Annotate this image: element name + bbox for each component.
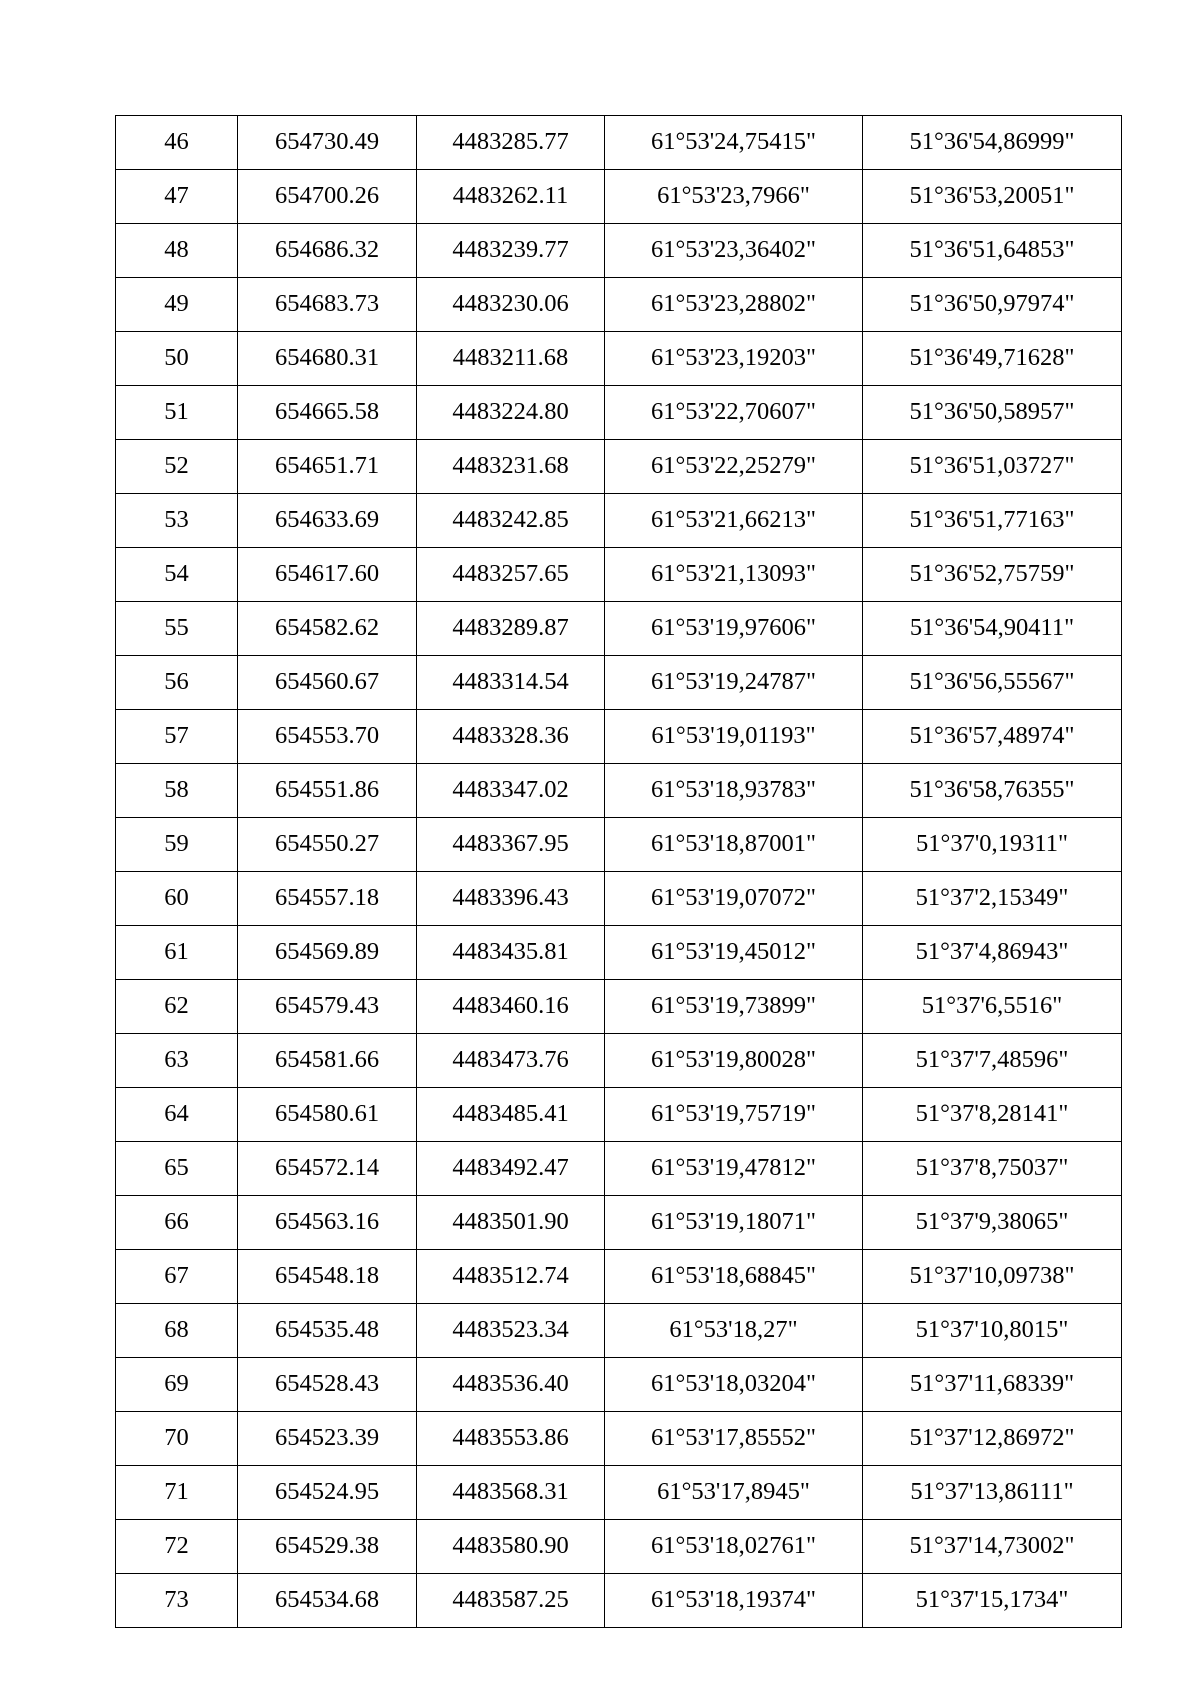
longitude-cell: 61°53'19,01193" — [605, 710, 863, 764]
longitude-cell: 61°53'18,93783" — [605, 764, 863, 818]
table-row — [116, 494, 1122, 548]
x-coordinate-cell: 654557.18 — [238, 872, 417, 926]
y-coordinate-cell: 4483289.87 — [417, 602, 605, 656]
point-number-cell: 69 — [116, 1358, 238, 1412]
point-number-cell: 66 — [116, 1196, 238, 1250]
point-number-cell: 47 — [116, 170, 238, 224]
table-row — [116, 710, 1122, 764]
latitude-cell: 51°37'2,15349" — [863, 872, 1122, 926]
y-coordinate-cell: 4483262.11 — [417, 170, 605, 224]
latitude-cell: 51°37'10,09738" — [863, 1250, 1122, 1304]
table-row — [116, 926, 1122, 980]
point-number-cell: 64 — [116, 1088, 238, 1142]
x-coordinate-cell: 654529.38 — [238, 1520, 417, 1574]
table-row — [116, 1304, 1122, 1358]
longitude-cell: 61°53'23,28802" — [605, 278, 863, 332]
table-row — [116, 1250, 1122, 1304]
point-number-cell: 61 — [116, 926, 238, 980]
y-coordinate-cell: 4483231.68 — [417, 440, 605, 494]
x-coordinate-cell: 654548.18 — [238, 1250, 417, 1304]
longitude-cell: 61°53'19,47812" — [605, 1142, 863, 1196]
point-number-cell: 71 — [116, 1466, 238, 1520]
longitude-cell: 61°53'21,66213" — [605, 494, 863, 548]
longitude-cell: 61°53'19,97606" — [605, 602, 863, 656]
y-coordinate-cell: 4483347.02 — [417, 764, 605, 818]
longitude-cell: 61°53'22,70607" — [605, 386, 863, 440]
latitude-cell: 51°37'14,73002" — [863, 1520, 1122, 1574]
y-coordinate-cell: 4483580.90 — [417, 1520, 605, 1574]
latitude-cell: 51°36'50,58957" — [863, 386, 1122, 440]
latitude-cell: 51°37'15,1734" — [863, 1574, 1122, 1628]
x-coordinate-cell: 654651.71 — [238, 440, 417, 494]
longitude-cell: 61°53'23,7966" — [605, 170, 863, 224]
latitude-cell: 51°37'10,8015" — [863, 1304, 1122, 1358]
latitude-cell: 51°36'54,90411" — [863, 602, 1122, 656]
table-row — [116, 440, 1122, 494]
x-coordinate-cell: 654683.73 — [238, 278, 417, 332]
y-coordinate-cell: 4483367.95 — [417, 818, 605, 872]
coordinates-table-body — [116, 116, 1122, 1628]
x-coordinate-cell: 654535.48 — [238, 1304, 417, 1358]
point-number-cell: 73 — [116, 1574, 238, 1628]
table-row — [116, 278, 1122, 332]
longitude-cell: 61°53'17,85552" — [605, 1412, 863, 1466]
longitude-cell: 61°53'19,18071" — [605, 1196, 863, 1250]
latitude-cell: 51°37'8,28141" — [863, 1088, 1122, 1142]
latitude-cell: 51°36'51,77163" — [863, 494, 1122, 548]
x-coordinate-cell: 654572.14 — [238, 1142, 417, 1196]
longitude-cell: 61°53'18,19374" — [605, 1574, 863, 1628]
y-coordinate-cell: 4483285.77 — [417, 116, 605, 170]
longitude-cell: 61°53'17,8945" — [605, 1466, 863, 1520]
latitude-cell: 51°36'52,75759" — [863, 548, 1122, 602]
latitude-cell: 51°37'7,48596" — [863, 1034, 1122, 1088]
y-coordinate-cell: 4483314.54 — [417, 656, 605, 710]
table-row — [116, 1520, 1122, 1574]
x-coordinate-cell: 654524.95 — [238, 1466, 417, 1520]
longitude-cell: 61°53'18,87001" — [605, 818, 863, 872]
latitude-cell: 51°37'11,68339" — [863, 1358, 1122, 1412]
table-row — [116, 1358, 1122, 1412]
table-row — [116, 1142, 1122, 1196]
table-row — [116, 764, 1122, 818]
x-coordinate-cell: 654528.43 — [238, 1358, 417, 1412]
y-coordinate-cell: 4483396.43 — [417, 872, 605, 926]
table-row — [116, 116, 1122, 170]
x-coordinate-cell: 654633.69 — [238, 494, 417, 548]
table-row — [116, 548, 1122, 602]
y-coordinate-cell: 4483492.47 — [417, 1142, 605, 1196]
latitude-cell: 51°37'8,75037" — [863, 1142, 1122, 1196]
y-coordinate-cell: 4483257.65 — [417, 548, 605, 602]
longitude-cell: 61°53'22,25279" — [605, 440, 863, 494]
y-coordinate-cell: 4483536.40 — [417, 1358, 605, 1412]
latitude-cell: 51°36'54,86999" — [863, 116, 1122, 170]
table-row — [116, 332, 1122, 386]
y-coordinate-cell: 4483460.16 — [417, 980, 605, 1034]
longitude-cell: 61°53'19,73899" — [605, 980, 863, 1034]
point-number-cell: 57 — [116, 710, 238, 764]
latitude-cell: 51°36'57,48974" — [863, 710, 1122, 764]
point-number-cell: 51 — [116, 386, 238, 440]
table-row — [116, 1034, 1122, 1088]
point-number-cell: 55 — [116, 602, 238, 656]
point-number-cell: 59 — [116, 818, 238, 872]
x-coordinate-cell: 654730.49 — [238, 116, 417, 170]
latitude-cell: 51°36'49,71628" — [863, 332, 1122, 386]
latitude-cell: 51°37'4,86943" — [863, 926, 1122, 980]
longitude-cell: 61°53'21,13093" — [605, 548, 863, 602]
longitude-cell: 61°53'24,75415" — [605, 116, 863, 170]
point-number-cell: 60 — [116, 872, 238, 926]
table-row — [116, 1088, 1122, 1142]
table-row — [116, 1196, 1122, 1250]
y-coordinate-cell: 4483239.77 — [417, 224, 605, 278]
y-coordinate-cell: 4483485.41 — [417, 1088, 605, 1142]
x-coordinate-cell: 654580.61 — [238, 1088, 417, 1142]
coordinates-table — [115, 115, 1122, 1628]
x-coordinate-cell: 654579.43 — [238, 980, 417, 1034]
table-row — [116, 656, 1122, 710]
longitude-cell: 61°53'23,36402" — [605, 224, 863, 278]
latitude-cell: 51°36'51,64853" — [863, 224, 1122, 278]
y-coordinate-cell: 4483242.85 — [417, 494, 605, 548]
x-coordinate-cell: 654686.32 — [238, 224, 417, 278]
latitude-cell: 51°36'53,20051" — [863, 170, 1122, 224]
point-number-cell: 46 — [116, 116, 238, 170]
table-row — [116, 224, 1122, 278]
longitude-cell: 61°53'18,68845" — [605, 1250, 863, 1304]
point-number-cell: 53 — [116, 494, 238, 548]
point-number-cell: 67 — [116, 1250, 238, 1304]
longitude-cell: 61°53'19,24787" — [605, 656, 863, 710]
point-number-cell: 48 — [116, 224, 238, 278]
table-row — [116, 1412, 1122, 1466]
x-coordinate-cell: 654551.86 — [238, 764, 417, 818]
point-number-cell: 52 — [116, 440, 238, 494]
y-coordinate-cell: 4483523.34 — [417, 1304, 605, 1358]
y-coordinate-cell: 4483473.76 — [417, 1034, 605, 1088]
y-coordinate-cell: 4483211.68 — [417, 332, 605, 386]
y-coordinate-cell: 4483230.06 — [417, 278, 605, 332]
table-row — [116, 872, 1122, 926]
x-coordinate-cell: 654569.89 — [238, 926, 417, 980]
latitude-cell: 51°36'51,03727" — [863, 440, 1122, 494]
point-number-cell: 68 — [116, 1304, 238, 1358]
latitude-cell: 51°36'58,76355" — [863, 764, 1122, 818]
x-coordinate-cell: 654617.60 — [238, 548, 417, 602]
point-number-cell: 63 — [116, 1034, 238, 1088]
point-number-cell: 58 — [116, 764, 238, 818]
longitude-cell: 61°53'19,07072" — [605, 872, 863, 926]
x-coordinate-cell: 654680.31 — [238, 332, 417, 386]
point-number-cell: 70 — [116, 1412, 238, 1466]
point-number-cell: 49 — [116, 278, 238, 332]
longitude-cell: 61°53'18,27" — [605, 1304, 863, 1358]
table-row — [116, 602, 1122, 656]
point-number-cell: 62 — [116, 980, 238, 1034]
longitude-cell: 61°53'19,80028" — [605, 1034, 863, 1088]
latitude-cell: 51°37'0,19311" — [863, 818, 1122, 872]
y-coordinate-cell: 4483553.86 — [417, 1412, 605, 1466]
x-coordinate-cell: 654523.39 — [238, 1412, 417, 1466]
latitude-cell: 51°36'50,97974" — [863, 278, 1122, 332]
point-number-cell: 72 — [116, 1520, 238, 1574]
longitude-cell: 61°53'23,19203" — [605, 332, 863, 386]
x-coordinate-cell: 654534.68 — [238, 1574, 417, 1628]
latitude-cell: 51°37'9,38065" — [863, 1196, 1122, 1250]
table-row — [116, 1466, 1122, 1520]
table-row — [116, 170, 1122, 224]
x-coordinate-cell: 654550.27 — [238, 818, 417, 872]
y-coordinate-cell: 4483501.90 — [417, 1196, 605, 1250]
y-coordinate-cell: 4483328.36 — [417, 710, 605, 764]
y-coordinate-cell: 4483587.25 — [417, 1574, 605, 1628]
longitude-cell: 61°53'19,75719" — [605, 1088, 863, 1142]
x-coordinate-cell: 654665.58 — [238, 386, 417, 440]
x-coordinate-cell: 654700.26 — [238, 170, 417, 224]
table-row — [116, 1574, 1122, 1628]
latitude-cell: 51°37'12,86972" — [863, 1412, 1122, 1466]
longitude-cell: 61°53'18,02761" — [605, 1520, 863, 1574]
x-coordinate-cell: 654582.62 — [238, 602, 417, 656]
table-row — [116, 980, 1122, 1034]
latitude-cell: 51°37'13,86111" — [863, 1466, 1122, 1520]
y-coordinate-cell: 4483512.74 — [417, 1250, 605, 1304]
x-coordinate-cell: 654553.70 — [238, 710, 417, 764]
x-coordinate-cell: 654581.66 — [238, 1034, 417, 1088]
y-coordinate-cell: 4483224.80 — [417, 386, 605, 440]
longitude-cell: 61°53'19,45012" — [605, 926, 863, 980]
x-coordinate-cell: 654563.16 — [238, 1196, 417, 1250]
latitude-cell: 51°36'56,55567" — [863, 656, 1122, 710]
point-number-cell: 65 — [116, 1142, 238, 1196]
x-coordinate-cell: 654560.67 — [238, 656, 417, 710]
point-number-cell: 50 — [116, 332, 238, 386]
table-row — [116, 386, 1122, 440]
point-number-cell: 56 — [116, 656, 238, 710]
longitude-cell: 61°53'18,03204" — [605, 1358, 863, 1412]
latitude-cell: 51°37'6,5516" — [863, 980, 1122, 1034]
y-coordinate-cell: 4483568.31 — [417, 1466, 605, 1520]
table-row — [116, 818, 1122, 872]
y-coordinate-cell: 4483435.81 — [417, 926, 605, 980]
point-number-cell: 54 — [116, 548, 238, 602]
